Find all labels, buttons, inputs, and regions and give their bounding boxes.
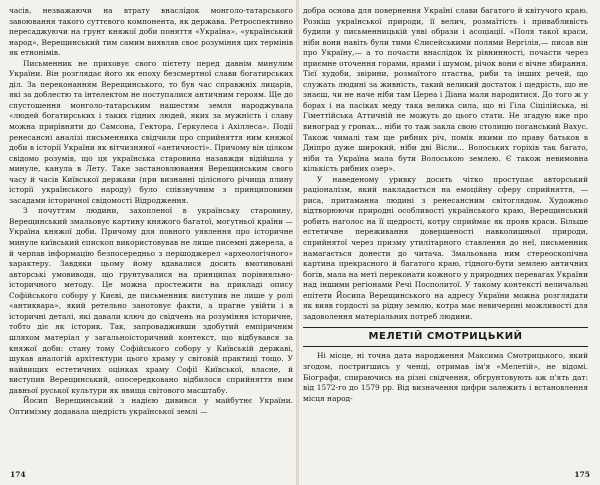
section-heading-rule <box>303 327 588 347</box>
left-page <box>9 6 293 476</box>
left-paragraph-1: часів, незважаючи на втрату внаслідок монголо-татарського завоювання такого суттєвого компонента, як держава. Ретроспективно пересаджуючи на грунт княжої доби поняття «Україна», «український народ», Верещинський тим самим виявляв своє розуміння цих термінів як етнонімів. <box>9 6 293 58</box>
left-paragraph-2: Письменник не приховує свого пієтету перед давнім минулим України. Він розглядає його як епоху безсмертної слави богатирських діл. За переконанням Верещинського, то був час справжніх лицарів, які за доблестю та інтелектом не поступалися античним героям. Ще до спустошення монголо-татарським нашестям земля народжувала «людей богатирських і таких гідних людей, яких за мужність і славу можна прирівняти до Самсона, Гектора, Геркулеса і Ахіллеса». Події ренесансні аналізі письменника свідчили про сприйняття ним княжої доби в історії України як вітчизняної «античності». Причому він цілком свідомо розумів, що ця українська старовина назавжди відійшла у минуле, канула в Лету. Таке застановлювання Верещинським свого часу й часів Київської держави (при визнанні цілісного річища плину історії українського народу) було співзвучним з принциповими засадами історичної свідомості Відродження. <box>9 58 293 205</box>
right-paragraph-1: добра основа для повернення Україні слави багатого й квітучого краю. Розкіш української природи, її велич, розмаїтість і привабливість будили у письменницькій уяві образи і асоціації. «Поля такої краси, ніби вони навіть були тими Єлисейськими полями Вергілія,— писав він про Україну,— а то почасти внаслідок їх рівнинності, почасти через приємне оточення горами, ярами і шумом, річок вони є вічне збирання. Тієї худоби, звірини, розмаїтого птаства, риби та інших речей, що служать людині за живність, такий великий достаток і щедрість, що не знаєш, чи не наче ніби там Цереа і Діана мали народитися. До того ж у борах і на пасіках меду така велика сила, що ні Гіла Сіцілійська, ні Гіметтійська Аттичній не можуть до цього стати. Не згадую вже про виноград у гронах... ніби то таж закла свою столицю поганський Вахус. Також чималі там ще рибних річ, помік якими по праву батьков в Дніпро дуже широкий, ніби дві Вісли... Волоських горіхів так багато, ніби та Україна мала бути Волоською землею. Є також невимовна кількість рибних озер». <box>303 6 588 174</box>
left-paragraph-3: З почуттям людини, захопленої в українську старовину, Верещинський змальовує картину княжого багатої, могутньої країни — Україна княжої доби. Причому для повного уявлення про історичне минуле київський єпископ використовував не лише писемні джерела, а й черпав інформацію безпосередньо з першоджерел «археологічного» характеру. Завдяки цьому йому вдавалися досить вмотивовані авторські умовиводи, що грунтувалися на принципах порівняльно-історичного методу. Це можна простежити на прикладі опису Софійського собору у Києві, де письменник виступив не лише у ролі «антиквара», який ретельно занотовує факти, а прагне увійти і в історичні деталі, які давали ключ до свідчень на розуміння історичне, тобто діє як історик. Так, запровадживши здобутий емпіричним шляхом матеріал у загальноісторичний контекст, що відбувався за княжої доби: стану тому Софійського собору у Київській державі, шукав аналогій архітектури цього храму у світовій практиці тощо. У найвищих естетичних оцінках храму Софії Київської, власне, й виступив Верещинський, опосередковано відбилося сприйняття ним давньої руської культури як явища світового масштабу. <box>9 206 293 395</box>
right-page <box>303 6 588 476</box>
page-number-left: 174 <box>10 470 26 479</box>
right-paragraph-3: Ні місце, ні точна дата народження Максима Смотрицького, який згодом, постригшись у ченці, отримав ім'я «Мелетій», не відомі. Біографи, спираючись на різні свідчення, обгрунтовують аж п'ять дат: від 1572-го до 1579 рр. Від визначення цифри залежить і встановлення місця народ- <box>303 351 588 403</box>
page-number-right: 175 <box>574 470 590 479</box>
book-gutter <box>296 0 299 485</box>
section-heading: МЕЛЕТІЙ СМОТРИЦЬКИЙ <box>368 331 523 343</box>
left-paragraph-4: Йосип Верещинський з надією дивився у майбутнє України. Оптимізму додавала щедрість української землі — <box>9 396 293 416</box>
right-paragraph-2: У наведеному уривку досить чітко проступає авторський раціоналізм, який накладається на емоційну сферу сприйняття, — риса, притаманна людині з ренесансним світоглядом. Художньо відтворюючи природні особливості українського краю, Верещинський робить наголос на її щедрості, котру сприймає як прояв краси. Більше естетичне переживання довершеності навколишньої природи, сприйнятої через призму утилітарного ставлення до неї, письменник намагається донести до читача. Змальована ним стереоскопічна картина прекрасного й багатого краю, гідного-бути землею античних богів, мала на меті переконати кожного у природних перевагах України над іншими регіонами Речі Посполитої. У такому контексті величальні епітети Йосипа Верещинського на адресу України можна розглядати як вияв гордості за рідну землю, котра має невичерпні можливості для задоволення матеріальних потреб людини. <box>303 174 588 321</box>
